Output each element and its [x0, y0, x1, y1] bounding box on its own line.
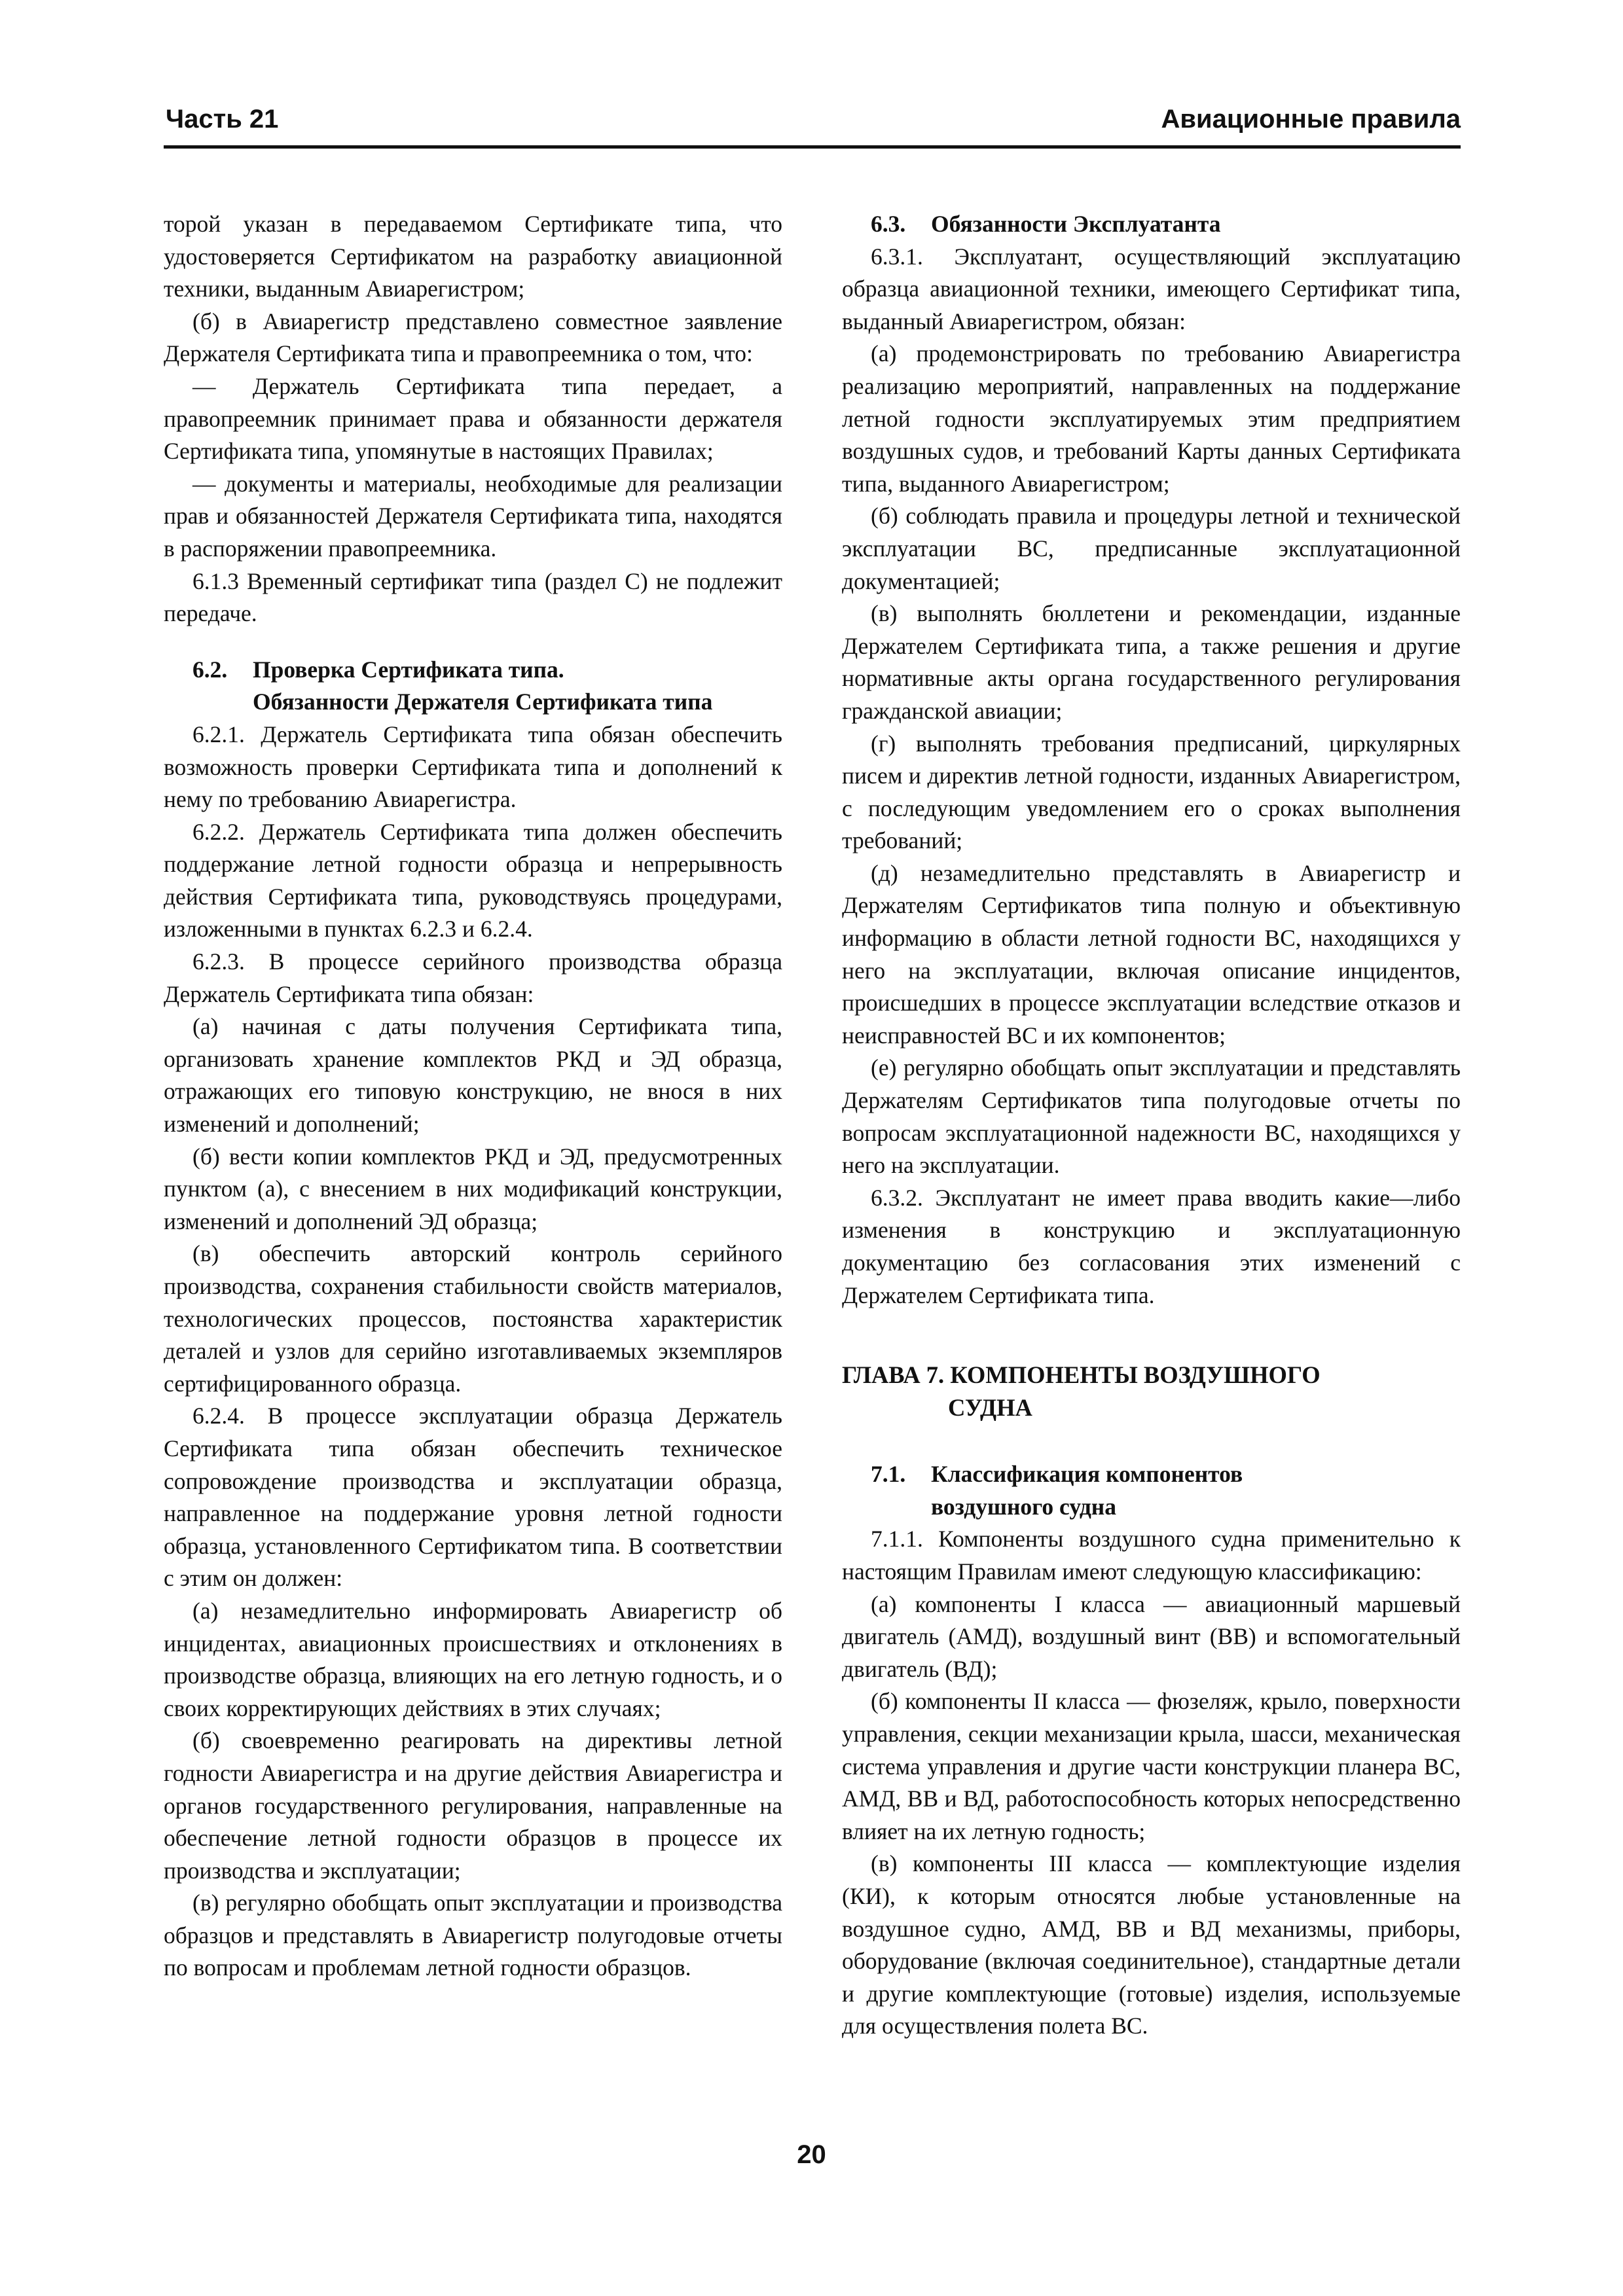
paragraph: 7.1.1. Компоненты воздушного судна применительно к настоящим Правилам имеют следующую классификацию: [842, 1526, 1461, 1585]
paragraph: (а) продемонстрировать по требованию Авиарегистра реализацию мероприятий, направленных на поддержание летной годности эксплуатируемых этим предприятием воздушных судов, и требований Карты данных Сертификата типа, выданного Авиарегистром; [842, 340, 1461, 497]
header-part-label: Часть 21 [166, 105, 279, 134]
section-title-line2: Обязанности Держателя Сертификата типа [253, 689, 713, 715]
paragraph: (б) вести копии комплектов РКД и ЭД, предусмотренных пунктом (а), с внесением в них модификаций конструкции, изменений и дополнений ЭД образца; [164, 1143, 782, 1234]
paragraph: 6.2.3. В процессе серийного производства образца Держатель Сертификата типа обязан: [164, 948, 782, 1007]
paragraph: (г) выполнять требования предписаний, циркулярных писем и директив летной годности, изданных Авиарегистром, с последующим уведомлением его о сроках выполнения требований; [842, 730, 1461, 854]
paragraph: 6.1.3 Временный сертификат типа (раздел С) не подлежит передаче. [164, 567, 782, 627]
chapter-heading-7 [842, 1359, 1461, 1424]
paragraph: (в) выполнять бюллетени и рекомендации, изданные Держателем Сертификата типа, а также решения и другие нормативные акты органа государственного регулирования гражданской авиации; [842, 600, 1461, 724]
section-title: Обязанности Эксплуатанта [931, 211, 1221, 237]
paragraph: торой указан в передаваемом Сертификате типа, что удостоверяется Сертификатом на разработку авиационной техники, выданным Авиарегистром; [164, 211, 782, 302]
paragraph: — Держатель Сертификата типа передает, а правопреемник принимает права и обязанности держателя Сертификата типа, упомянутые в настоящих Правилах; [164, 372, 782, 465]
paragraph: (е) регулярно обобщать опыт эксплуатации и представлять Держателям Сертификатов типа полугодовые отчеты по вопросам эксплуатационной надежности ВС, находящихся у него на эксплуатации. [842, 1054, 1461, 1179]
paragraph: (б) своевременно реагировать на директивы летной годности Авиарегистра и на другие действия Авиарегистра и органов государственного регулирования, направленные на обеспечение летной годности образцов в процессе их производства и эксплуатации; [164, 1727, 782, 1884]
paragraph: — документы и материалы, необходимые для реализации прав и обязанностей Держателя Сертификата типа, находятся в распоряжении правопреемника. [164, 470, 782, 562]
paragraph: (а) незамедлительно информировать Авиарегистр об инцидентах, авиационных происшествиях и отклонениях в производстве образца, влияющих на его летную годность, и о своих корректирующих действиях в этих случаях; [164, 1597, 782, 1721]
section-heading-7-1 [842, 1458, 1461, 1523]
section-title: Классификация компонентов [931, 1461, 1243, 1488]
section-number: 7.1. [871, 1461, 906, 1488]
chapter-title-line2: СУДНА [948, 1394, 1032, 1422]
paragraph: (в) компоненты III класса — комплектующие изделия (КИ), к которым относятся любые установленные на воздушное судно, АМД, ВВ и ВД механизмы, приборы, оборудование (включая соединительное), стандартные детали и другие комплектующие (готовые) изделия, используемые для осуществления полета ВС. [842, 1850, 1461, 2039]
paragraph: 6.3.1. Эксплуатант, осуществляющий эксплуатацию образца авиационной техники, имеющего Сертификат типа, выданный Авиарегистром, обязан: [842, 243, 1461, 334]
paragraph: 6.2.4. В процессе эксплуатации образца Держатель Сертификата типа обязан обеспечить техническое сопровождение производства и эксплуатации образца, направленное на поддержание уровня летной годности образца, установленного Сертификатом типа. В соответствии с этим он должен: [164, 1403, 782, 1592]
header-rule [164, 145, 1461, 149]
paragraph: 6.3.2. Эксплуатант не имеет права вводить какие—либо изменения в конструкцию и эксплуатационную документацию без согласования этих изменений с Держателем Сертификата типа. [842, 1184, 1461, 1308]
section-title: Проверка Сертификата типа. [253, 656, 564, 683]
paragraph: (б) соблюдать правила и процедуры летной и технической эксплуатации ВС, предписанные эксплуатационной документацией; [842, 503, 1461, 594]
section-heading-6-2 [164, 654, 782, 719]
paragraph: (в) обеспечить авторский контроль серийного производства, сохранения стабильности свойств материалов, технологических процессов, постоянства характеристик деталей и узлов для серийно изготавливаемых экземпляров сертифицированного образца. [164, 1240, 782, 1397]
right-column [842, 208, 1461, 2043]
section-number: 6.3. [871, 211, 906, 237]
page-number: 20 [797, 2140, 826, 2169]
paragraph: (б) в Авиарегистр представлено совместное заявление Держателя Сертификата типа и правопреемника о том, что: [164, 308, 782, 367]
paragraph: (б) компоненты II класса — фюзеляж, крыло, поверхности управления, секции механизации крыла, шасси, механическая система управления и другие части конструкции планера ВС, АМД, ВВ и ВД, работоспособность которых непосредственно влияет на их летную годность; [842, 1688, 1461, 1844]
paragraph: (а) компоненты I класса — авиационный маршевый двигатель (АМД), воздушный винт (ВВ) и вспомогательный двигатель (ВД); [842, 1590, 1461, 1682]
section-heading-6-3 [842, 208, 1461, 241]
left-column [164, 208, 782, 1984]
paragraph: (а) начиная с даты получения Сертификата типа, организовать хранение комплектов РКД и ЭД образца, отражающих его типовую конструкцию, не внося в них изменений и дополнений; [164, 1013, 782, 1138]
section-number: 6.2. [192, 656, 228, 683]
chapter-title: ГЛАВА 7. КОМПОНЕНТЫ ВОЗДУШНОГО [842, 1361, 1321, 1389]
section-title-line2: воздушного судна [931, 1493, 1117, 1520]
paragraph: (д) незамедлительно представлять в Авиарегистр и Держателям Сертификатов типа полную и объективную информацию в области летной годности ВС, находящихся у него на эксплуатации, включая описание инцидентов, происшедших в процессе эксплуатации вследствие отказов и неисправностей ВС и их компонентов; [842, 859, 1461, 1049]
paragraph: 6.2.2. Держатель Сертификата типа должен обеспечить поддержание летной годности образца и непрерывность действия Сертификата типа, руководствуясь процедурами, изложенными в пунктах 6.2.3 и 6.2.4. [164, 818, 782, 942]
paragraph: (в) регулярно обобщать опыт эксплуатации и производства образцов и представлять в Авиарегистр полугодовые отчеты по вопросам и проблемам летной годности образцов. [164, 1890, 782, 1981]
header-title: Авиационные правила [1161, 105, 1461, 134]
paragraph: 6.2.1. Держатель Сертификата типа обязан обеспечить возможность проверки Сертификата типа и дополнений к нему по требованию Авиарегистра. [164, 721, 782, 813]
